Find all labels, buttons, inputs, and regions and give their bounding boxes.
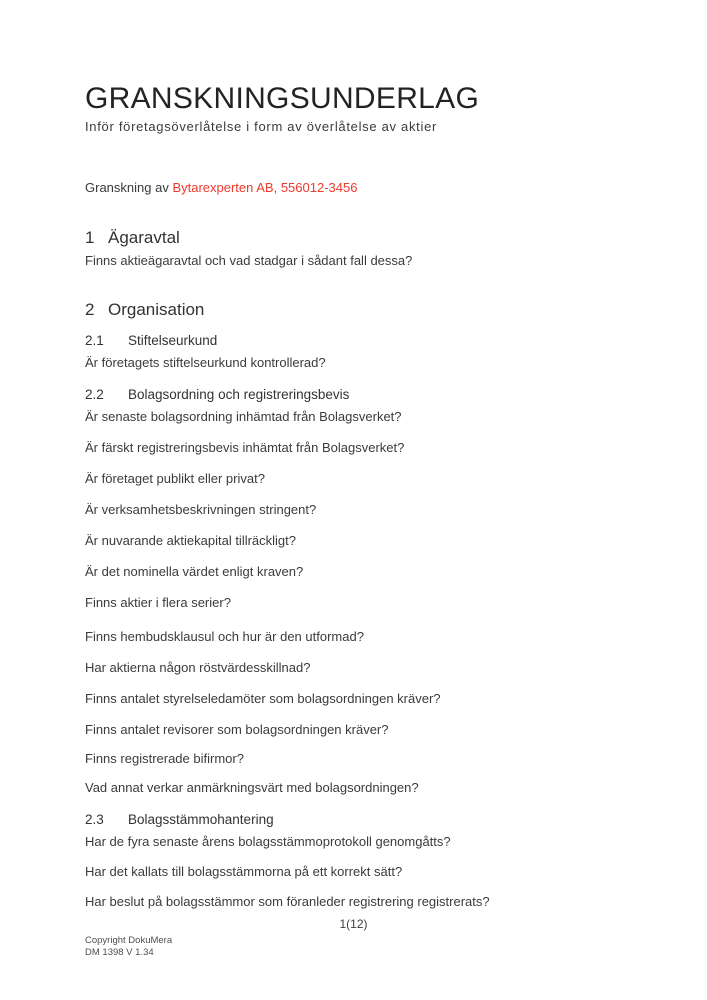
question-text: Är det nominella värdet enligt kraven? <box>85 564 304 579</box>
subsection-number: 2.1 <box>85 332 104 348</box>
question-text: Är färskt registreringsbevis inhämtat från Bolagsverket? <box>85 440 405 455</box>
footer-doc-id: DM 1398 V 1.34 <box>85 947 154 959</box>
question-text: Finns hembudsklausul och hur är den utformad? <box>85 629 364 644</box>
question-text: Finns antalet styrelseledamöter som bolagsordningen kräver? <box>85 691 441 706</box>
footer-copyright <box>85 935 172 960</box>
section-heading-1 <box>85 228 630 248</box>
footer-page-number: 1(12) <box>339 917 368 931</box>
question-text: Finns aktier i flera serier? <box>85 595 231 610</box>
review-line <box>85 180 630 196</box>
question-text: Är företagets stiftelseurkund kontrollerad? <box>85 354 326 370</box>
question-text: Finns registrerade bifirmor? <box>85 751 244 766</box>
review-prefix: Granskning av <box>85 180 173 196</box>
subsection-title: Stiftelseurkund <box>128 332 218 348</box>
subsection-number: 2.2 <box>85 386 104 402</box>
page-title: GRANSKNINGSUNDERLAG <box>85 82 480 115</box>
question-text: Har det kallats till bolagsstämmorna på ett korrekt sätt? <box>85 864 403 880</box>
question-text: Är företaget publikt eller privat? <box>85 471 265 486</box>
section-title: Ägaravtal <box>108 227 180 247</box>
subsection-title: Bolagsstämmohantering <box>128 812 274 827</box>
section-heading-2 <box>85 300 630 320</box>
document-content <box>85 0 630 909</box>
question-text: Har beslut på bolagsstämmor som föranleder registrering registrerats? <box>85 894 490 910</box>
page-subtitle: Inför företagsöverlåtelse i form av överlåtelse av aktier <box>85 119 438 134</box>
question-text: Har de fyra senaste årens bolagsstämmoprotokoll genomgåtts? <box>85 834 451 850</box>
question-text: Är senaste bolagsordning inhämtad från Bolagsverket? <box>85 409 402 424</box>
subsection-heading-2-2 <box>85 387 630 403</box>
section-title: Organisation <box>108 300 205 320</box>
question-text: Finns aktieägaravtal och vad stadgar i sådant fall dessa? <box>85 253 413 269</box>
question-text: Är verksamhetsbeskrivningen stringent? <box>85 502 317 517</box>
subsection-heading-2-1 <box>85 333 630 349</box>
subsection-heading-2-3 <box>85 812 630 828</box>
subsection-title: Bolagsordning och registreringsbevis <box>128 386 350 402</box>
question-text: Är nuvarande aktiekapital tillräckligt? <box>85 533 296 548</box>
question-text: Finns antalet revisorer som bolagsordningen kräver? <box>85 722 389 737</box>
question-text: Vad annat verkar anmärkningsvärt med bolagsordningen? <box>85 780 419 795</box>
subsection-number: 2.3 <box>85 812 104 827</box>
section-number: 1 <box>85 227 95 247</box>
section-number: 2 <box>85 300 95 320</box>
review-company: Bytarexperten AB, 556012-3456 <box>172 180 358 196</box>
footer-copyright-line: Copyright DokuMera <box>85 935 173 946</box>
question-text: Har aktierna någon röstvärdesskillnad? <box>85 660 311 675</box>
